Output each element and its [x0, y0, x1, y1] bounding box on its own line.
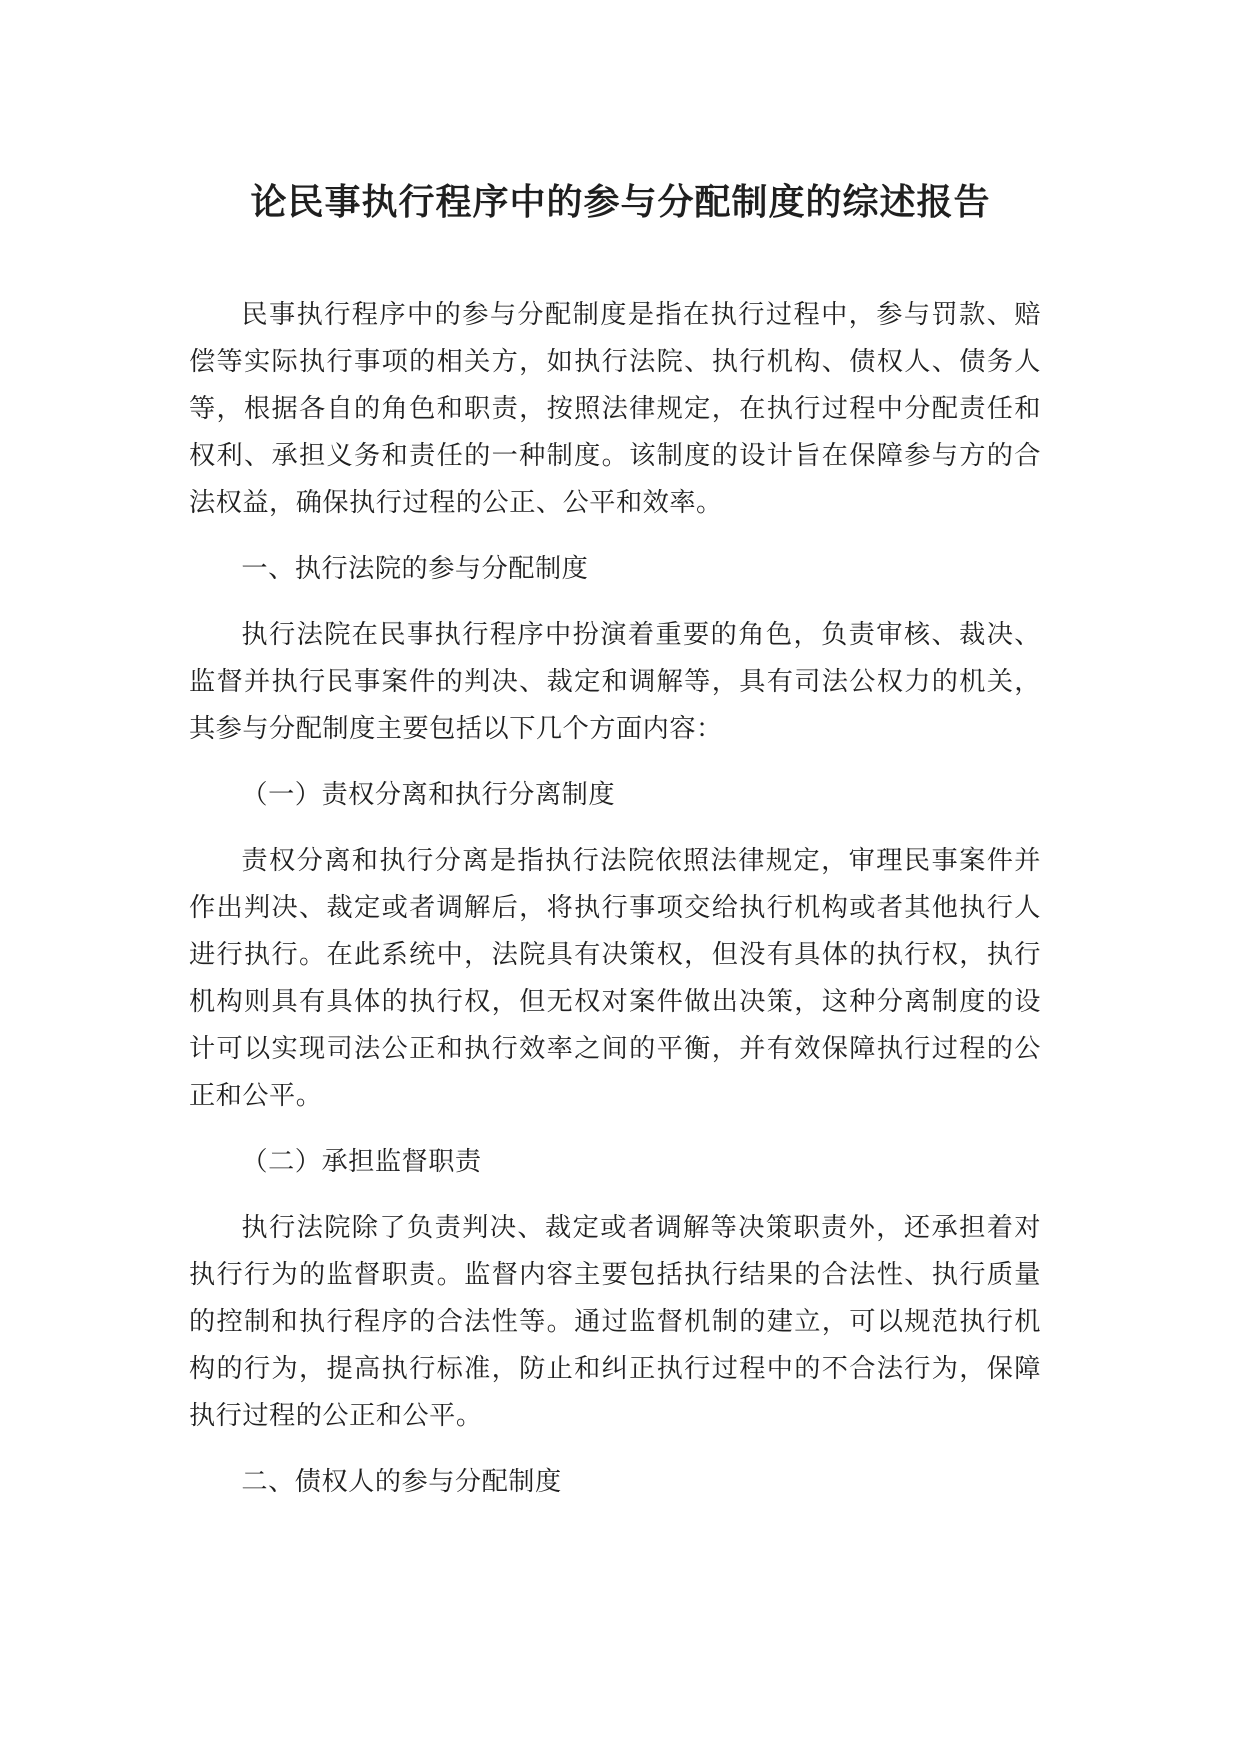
subsection-heading-1-2: （二）承担监督职责 — [241, 1147, 482, 1177]
intro-paragraph: 民事执行程序中的参与分配制度是指在执行过程中，参与罚款、赔偿等实际执行事项的相关方，如执行法院、执行机构、债权人、债务人等，根据各自的角色和职责，按照法律规定，在执行过程中分配责任和权利、承担义务和责任的一种制度。该制度的设计旨在保障参与方的合法权益，确保执行过程的公正、公平和效率。 — [189, 300, 1041, 518]
section-heading-2: 二、债权人的参与分配制度 — [241, 1467, 562, 1497]
section-heading-1: 一、执行法院的参与分配制度 — [241, 554, 589, 584]
document-body — [189, 292, 1041, 1506]
subsection-1-2-paragraph: 执行法院除了负责判决、裁定或者调解等决策职责外，还承担着对执行行为的监督职责。监督内容主要包括执行结果的合法性、执行质量的控制和执行程序的合法性等。通过监督机制的建立，可以规范执行机构的行为，提高执行标准，防止和纠正执行过程中的不合法行为，保障执行过程的公正和公平。 — [189, 1213, 1041, 1431]
subsection-1-1-paragraph: 责权分离和执行分离是指执行法院依照法律规定，审理民事案件并作出判决、裁定或者调解后，将执行事项交给执行机构或者其他执行人进行执行。在此系统中，法院具有决策权，但没有具体的执行权，执行机构则具有具体的执行权，但无权对案件做出决策，这种分离制度的设计可以实现司法公正和执行效率之间的平衡，并有效保障执行过程的公正和公平。 — [189, 846, 1041, 1111]
section-1-paragraph: 执行法院在民事执行程序中扮演着重要的角色，负责审核、裁决、监督并执行民事案件的判决、裁定和调解等，具有司法公权力的机关，其参与分配制度主要包括以下几个方面内容： — [189, 620, 1041, 744]
subsection-heading-1-1: （一）责权分离和执行分离制度 — [241, 780, 616, 810]
document-title: 论民事执行程序中的参与分配制度的综述报告 — [250, 182, 991, 223]
